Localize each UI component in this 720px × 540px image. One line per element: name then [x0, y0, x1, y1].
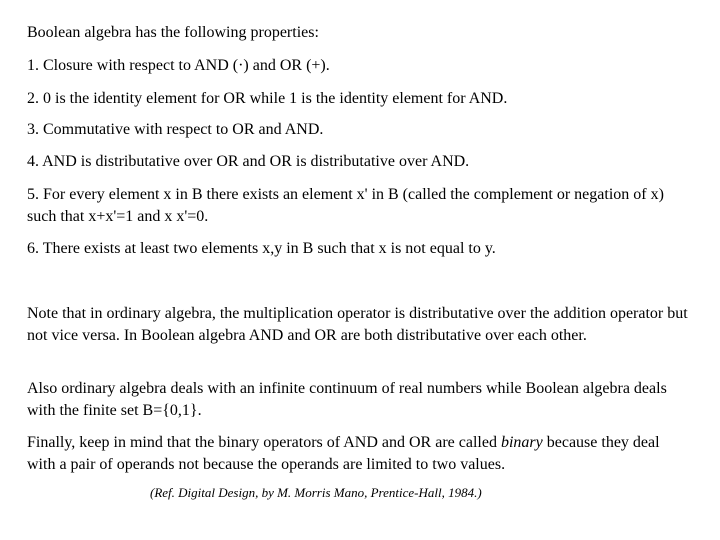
note-binary-text-start: Finally, keep in mind that the binary operators of AND and OR are called	[27, 434, 501, 451]
property-1: 1. Closure with respect to AND (·) and OR (+).	[27, 57, 330, 74]
property-2: 2. 0 is the identity element for OR while 1 is the identity element for AND.	[27, 90, 508, 107]
note-distributive: Note that in ordinary algebra, the multiplication operator is distributative over the addition operator but not vice versa. In Boolean algebra AND and OR are both distributative over each other.	[27, 305, 688, 344]
note-binary-text-end: because they deal with a pair of operands not because the operands are limited to two values.	[27, 434, 660, 473]
property-3: 3. Commutative with respect to OR and AND.	[27, 121, 324, 138]
note-binary-emphasis: binary	[500, 434, 543, 451]
intro-text: Boolean algebra has the following properties:	[27, 24, 319, 41]
note-finite-set: Also ordinary algebra deals with an infinite continuum of real numbers while Boolean algebra deals with the finite set B={0,1}.	[27, 380, 667, 419]
property-4: 4. AND is distributative over OR and OR is distributative over AND.	[27, 153, 470, 170]
property-6: 6. There exists at least two elements x,y in B such that x is not equal to y.	[27, 240, 496, 257]
property-5: 5. For every element x in B there exists an element x' in B (called the complement or negation of x) such that x+x'=1 and x x'=0.	[27, 186, 664, 225]
reference-citation: (Ref. Digital Design, by M. Morris Mano, Prentice-Hall, 1984.)	[150, 485, 482, 500]
note-binary-operators	[27, 432, 691, 476]
